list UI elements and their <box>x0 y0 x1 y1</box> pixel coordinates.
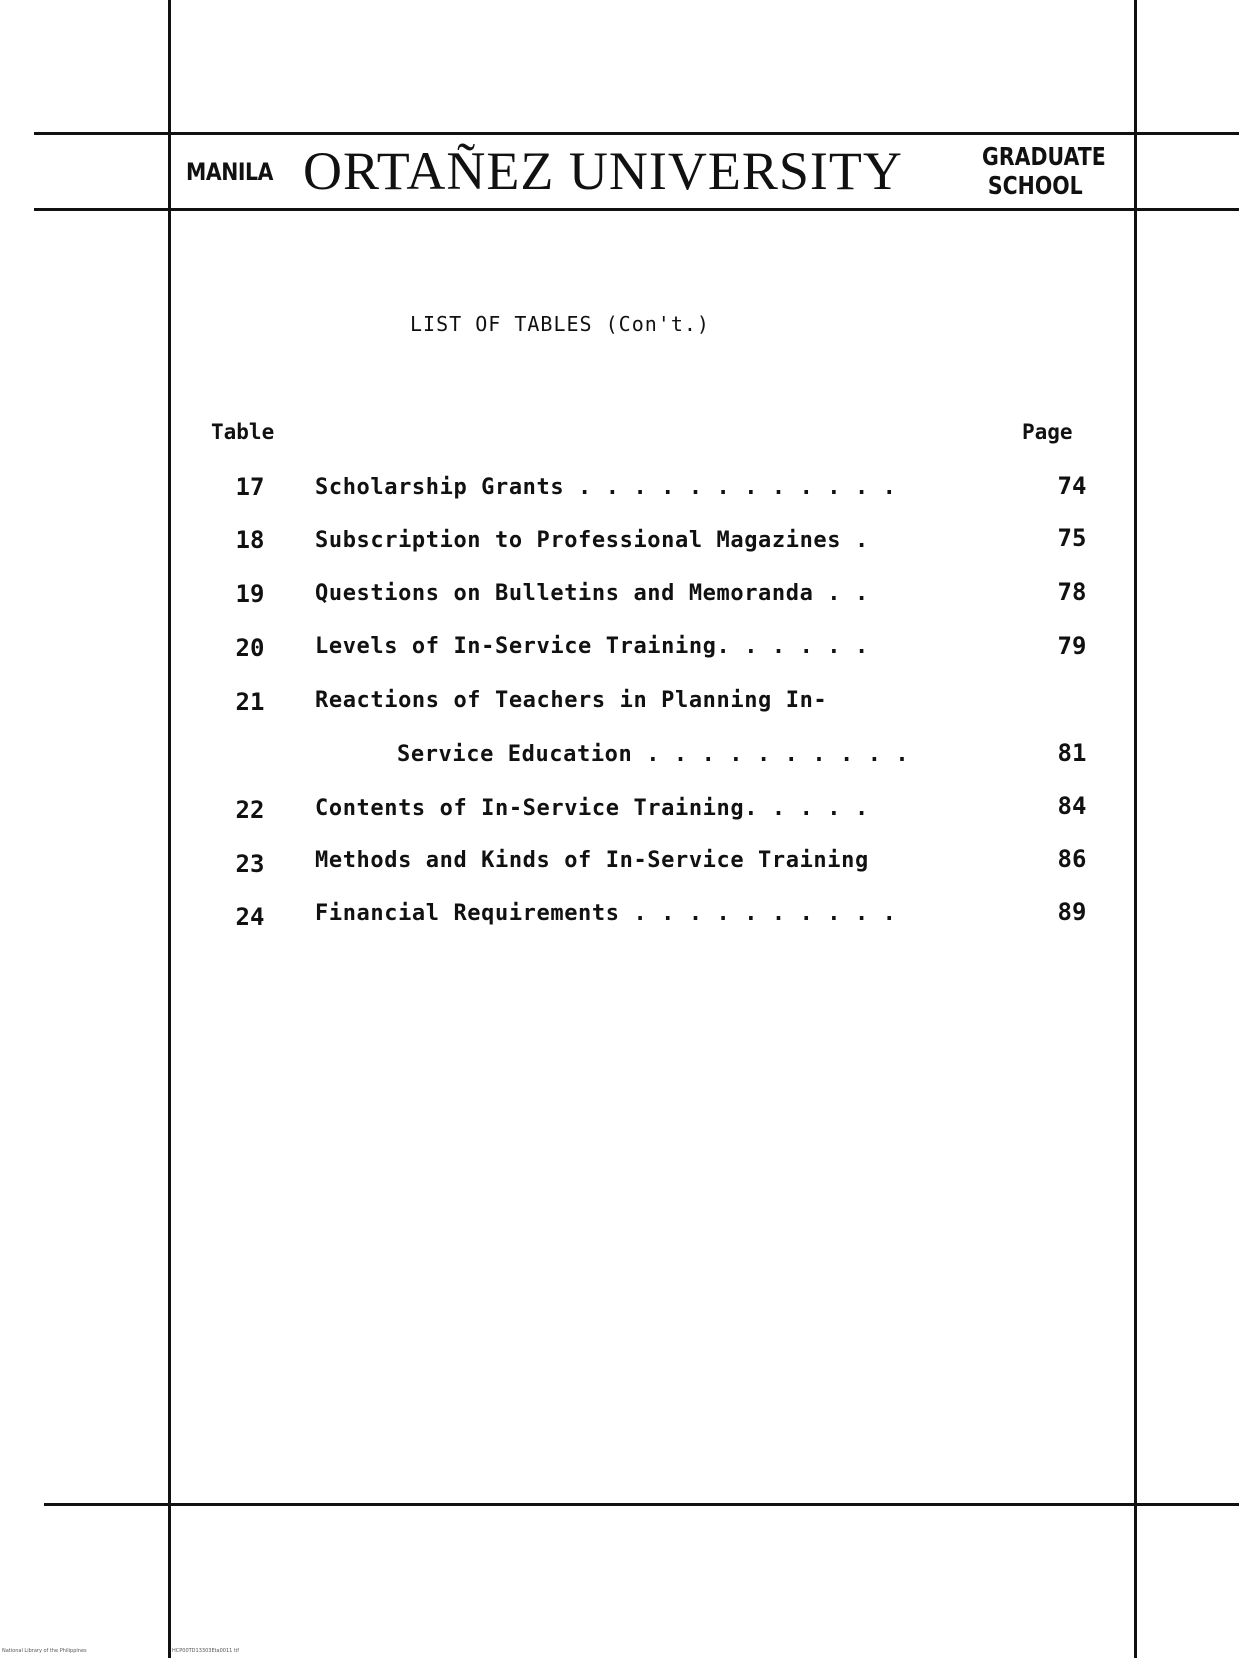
entry-description: Questions on Bulletins and Memoranda . . <box>315 581 869 606</box>
entry-number: 24 <box>235 903 265 931</box>
entry-description: Subscription to Professional Magazines . <box>315 528 869 553</box>
entry-number: 19 <box>235 580 265 608</box>
page-title: LIST OF TABLES (Con't.) <box>410 312 710 336</box>
left-margin-rule <box>168 0 171 1658</box>
column-heading-page: Page <box>1022 420 1073 444</box>
entry-page: 84 <box>1057 792 1087 820</box>
entry-page: 79 <box>1057 632 1087 660</box>
letterhead <box>186 136 1116 206</box>
entry-page: 74 <box>1057 472 1087 500</box>
column-heading-table: Table <box>211 420 275 444</box>
scan-file-code: HCP00TD13303Eta0011 tif <box>172 1648 240 1654</box>
letterhead-university-name: ORTAÑEZ UNIVERSITY <box>303 141 903 201</box>
entry-page: 86 <box>1057 845 1087 873</box>
right-margin-rule <box>1134 0 1137 1658</box>
footer-rule <box>44 1503 1239 1506</box>
letterhead-school-line1: GRADUATE <box>982 142 1106 171</box>
scan-source-note: National Library of the Philippines <box>2 1648 87 1654</box>
entry-number: 21 <box>235 688 265 716</box>
entry-page: 81 <box>1057 739 1087 767</box>
entry-description: Levels of In-Service Training. . . . . . <box>315 634 869 659</box>
entry-description: Methods and Kinds of In-Service Training <box>315 848 869 873</box>
entry-number: 18 <box>235 526 265 554</box>
letterhead-school <box>982 142 1106 200</box>
letterhead-school-line2: SCHOOL <box>987 171 1083 200</box>
entry-number: 20 <box>235 634 265 662</box>
entry-description: Scholarship Grants . . . . . . . . . . . . <box>315 475 897 500</box>
entry-description: Contents of In-Service Training. . . . . <box>315 796 869 821</box>
header-bottom-rule <box>34 208 1239 211</box>
entry-page: 89 <box>1057 898 1087 926</box>
entry-number: 22 <box>235 796 265 824</box>
entry-number: 17 <box>235 473 265 501</box>
header-top-rule <box>34 132 1239 135</box>
letterhead-city: MANILA <box>186 158 273 186</box>
entry-description: Financial Requirements . . . . . . . . . . <box>315 901 897 926</box>
entry-description: Reactions of Teachers in Planning In- <box>315 688 828 713</box>
entry-description-continued: Service Education . . . . . . . . . . <box>397 742 910 767</box>
entry-number: 23 <box>235 850 265 878</box>
entry-page: 78 <box>1057 578 1087 606</box>
entry-page: 75 <box>1057 524 1087 552</box>
